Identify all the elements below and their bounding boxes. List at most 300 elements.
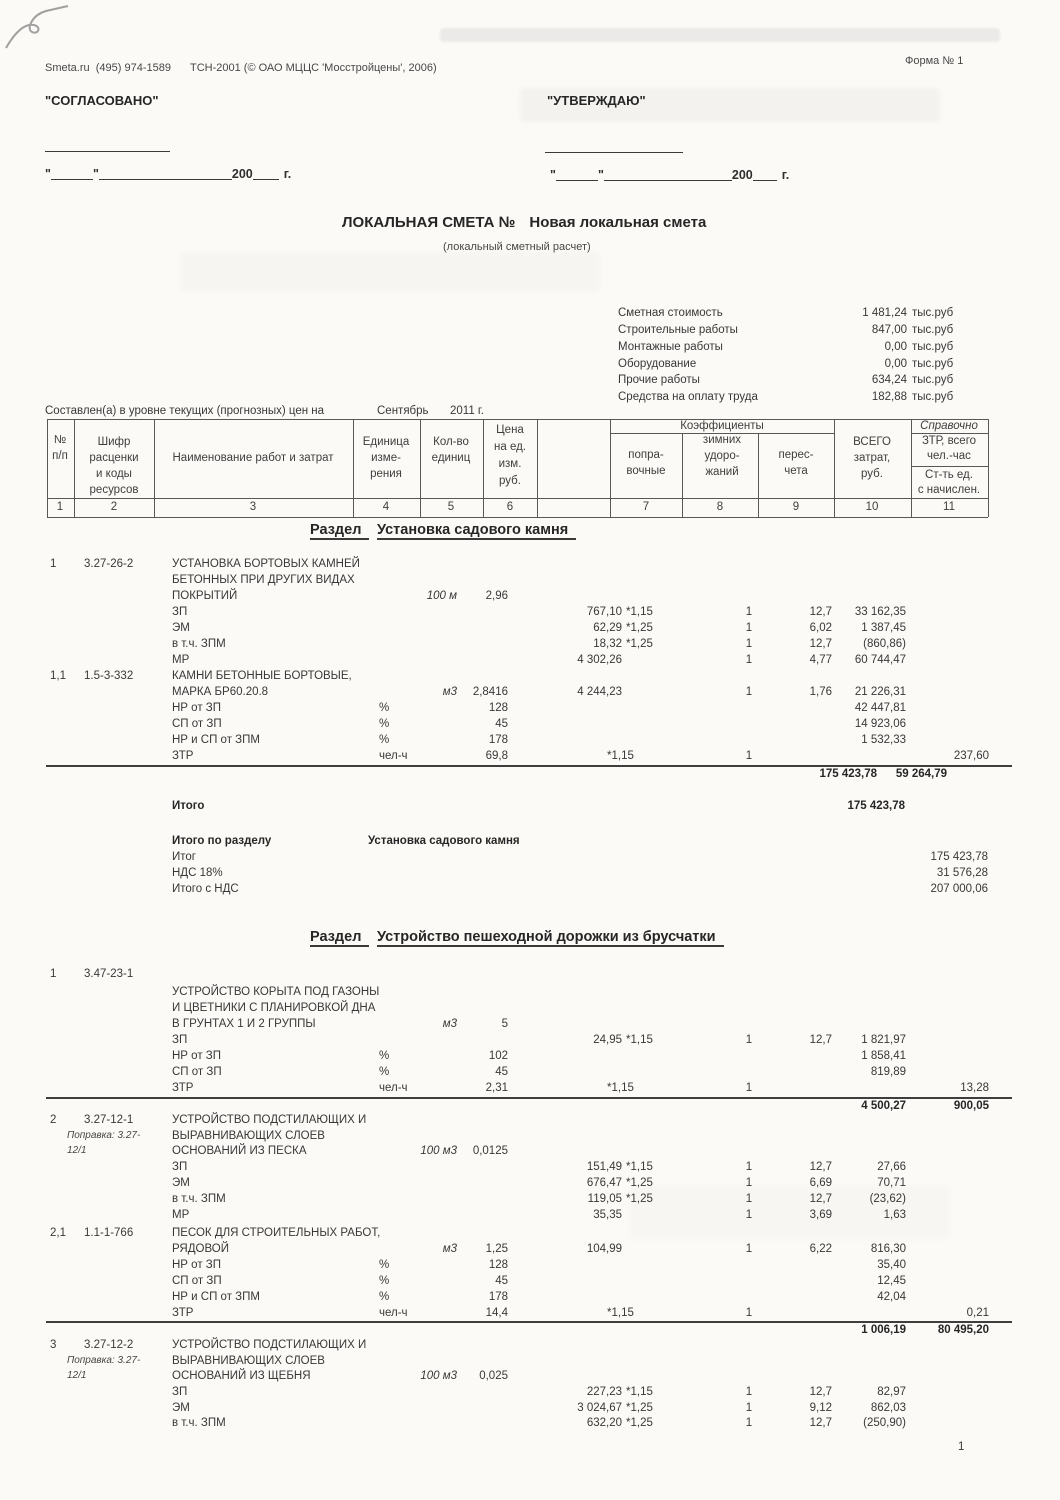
cell-name: ЗТР xyxy=(172,1082,194,1094)
cell-name: ПОКРЫТИЙ xyxy=(172,590,238,602)
cell-qty: 2,96 xyxy=(485,590,508,602)
table-line xyxy=(0,1160,1060,1176)
header-cell-c2: и коды xyxy=(96,468,132,480)
date-blank xyxy=(99,166,232,180)
header-cell-c8: удоро- xyxy=(704,450,740,462)
column-number: 9 xyxy=(792,501,800,513)
cell-name: ВЫРАВНИВАЮЩИХ СЛОЕВ xyxy=(172,1355,325,1367)
column-number: 7 xyxy=(642,501,650,513)
cell-code: 3.27-12-1 xyxy=(84,1114,134,1126)
cell-name: УСТРОЙСТВО КОРЫТА ПОД ГАЗОНЫ xyxy=(172,986,380,998)
table-grid-line xyxy=(353,419,354,517)
cell-unit: % xyxy=(379,1066,390,1078)
cell-k1: 1 xyxy=(745,1161,753,1173)
cell-k1: 1 xyxy=(745,1209,753,1221)
cell-mult: *1,25 xyxy=(626,638,653,650)
cell-k1: 1 xyxy=(745,1417,753,1429)
column-number: 6 xyxy=(506,501,514,513)
cell-k1: 1 xyxy=(745,622,753,634)
quote-mark: " xyxy=(597,168,604,182)
table-line xyxy=(0,1258,1060,1274)
cell-code: 1.5-3-332 xyxy=(84,670,134,682)
cell-total: 1 387,45 xyxy=(861,622,906,634)
cell-k2: 6,02 xyxy=(809,622,832,634)
cell-code: 3.27-12-2 xyxy=(84,1339,134,1351)
year-prefix: 200 xyxy=(231,167,253,181)
cell-ref: 0,21 xyxy=(966,1307,989,1319)
table-line xyxy=(0,1323,1060,1339)
cell-qty: 45 xyxy=(495,718,508,730)
cell-mult: *1,25 xyxy=(626,622,653,634)
cell-mult: *1,25 xyxy=(626,1417,653,1429)
column-number: 1 xyxy=(56,501,64,513)
cell-sec_label: Раздел xyxy=(310,930,369,947)
header-cell-c1: п/п xyxy=(52,450,68,462)
header-cell-c10: руб. xyxy=(861,468,883,480)
year-prefix: 200 xyxy=(731,168,753,182)
summary-value: 847,00 xyxy=(871,324,907,336)
cell-total: (860,86) xyxy=(863,638,906,650)
cell-total: 1 858,41 xyxy=(861,1050,906,1062)
header-cell-c6: изм. xyxy=(498,458,522,470)
cell-qty: 2,31 xyxy=(485,1082,508,1094)
cell-mult: *1,25 xyxy=(626,1177,653,1189)
column-number: 10 xyxy=(865,501,879,513)
date-blank xyxy=(253,166,279,180)
table-line xyxy=(0,1354,1060,1370)
summary-label: Монтажные работы xyxy=(618,341,723,353)
cell-unit: % xyxy=(379,734,390,746)
cell-sec_label: Раздел xyxy=(310,523,369,540)
cell-name: МАРКА БР60.20.8 xyxy=(172,686,269,698)
cell-name: УСТРОЙСТВО ПОДСТИЛАЮЩИХ И xyxy=(172,1339,367,1351)
cell-unit: % xyxy=(379,718,390,730)
cell-k1: 1 xyxy=(745,1082,753,1094)
cell-name: УСТАНОВКА БОРТОВЫХ КАМНЕЙ xyxy=(172,558,360,570)
signature-line-approved xyxy=(545,152,683,153)
cell-code_i: Поправка: 3.27- xyxy=(67,1355,141,1366)
table-line xyxy=(0,866,1060,882)
cell-total_b2: 1 006,19 xyxy=(861,1324,906,1336)
cell-qty: 128 xyxy=(488,1259,508,1271)
cell-name: ОСНОВАНИЙ ИЗ ЩЕБНЯ xyxy=(172,1370,311,1382)
scan-artifact xyxy=(440,28,1000,42)
cell-name: НР от ЗП xyxy=(172,1050,221,1062)
cell-qty: 128 xyxy=(488,702,508,714)
cell-k2: 12,7 xyxy=(809,1193,832,1205)
cell-price: 151,49 xyxy=(586,1161,622,1173)
cell-name: МР xyxy=(172,654,190,666)
cell-qty: 45 xyxy=(495,1066,508,1078)
cell-total: 60 744,47 xyxy=(854,654,906,666)
table-line xyxy=(0,557,1060,573)
quote-mark: " xyxy=(92,167,99,181)
cell-total: 862,03 xyxy=(870,1402,906,1414)
table-line xyxy=(0,1001,1060,1017)
table-line xyxy=(0,1144,1060,1160)
cell-unit: % xyxy=(379,1050,390,1062)
header-cell-c4: изме- xyxy=(371,452,401,464)
cell-price: 4 302,26 xyxy=(577,654,622,666)
cell-k2: 12,7 xyxy=(809,1161,832,1173)
table-line xyxy=(0,669,1060,685)
table-line xyxy=(0,733,1060,749)
table-line xyxy=(0,1369,1060,1385)
summary-label: Средства на оплату труда xyxy=(618,391,758,403)
table-line xyxy=(0,1081,1060,1097)
cell-name: в т.ч. ЗПМ xyxy=(172,1193,226,1205)
cell-total: 1 532,33 xyxy=(861,734,906,746)
quote-mark: " xyxy=(45,167,51,181)
table-grid-line xyxy=(610,433,834,434)
cell-qty: 1,25 xyxy=(485,1243,508,1255)
column-number: 3 xyxy=(249,501,257,513)
cell-code_i: Поправка: 3.27- xyxy=(67,1130,141,1141)
cell-ref: 237,60 xyxy=(953,750,989,762)
header-cell-c10: ВСЕГО xyxy=(853,436,891,448)
approved-heading: "УТВЕРЖДАЮ" xyxy=(547,93,646,108)
table-grid-line xyxy=(47,498,988,499)
table-grid-line xyxy=(47,419,48,517)
cell-k2: 3,69 xyxy=(809,1209,832,1221)
cell-total: 816,30 xyxy=(870,1243,906,1255)
cell-qty: 2,8416 xyxy=(472,686,508,698)
page-number: 1 xyxy=(958,1441,965,1453)
cell-sec_title: Устройство пешеходной дорожки из брусчатки xyxy=(377,930,724,947)
cell-total: 70,71 xyxy=(877,1177,906,1189)
cell-ref_b2: 80 495,20 xyxy=(937,1324,989,1336)
prices-level-text: Составлен(а) в уровне текущих (прогнозных) цен на xyxy=(45,405,325,417)
cell-qty: 14,4 xyxy=(485,1307,508,1319)
totals-rule-line xyxy=(46,1097,1012,1099)
cell-name: УСТРОЙСТВО ПОДСТИЛАЮЩИХ И xyxy=(172,1114,367,1126)
table-grid-line xyxy=(834,419,835,517)
table-line xyxy=(0,967,1060,983)
summary-value: 1 481,24 xyxy=(862,307,907,319)
cell-k1: 1 xyxy=(745,638,753,650)
totals-rule-line xyxy=(46,1321,1012,1323)
cell-name: ЭМ xyxy=(172,622,190,634)
cell-qty: 178 xyxy=(488,1291,508,1303)
cell-total: (250,90) xyxy=(863,1417,906,1429)
table-line xyxy=(0,589,1060,605)
table-grid-line xyxy=(420,419,421,517)
form-label: Форма № 1 xyxy=(905,55,964,67)
cell-unit: % xyxy=(379,702,390,714)
cell-name: СП от ЗП xyxy=(172,1066,222,1078)
summary-unit: тыс.руб xyxy=(912,307,954,319)
vendor-info: Smeta.ru (495) 974-1589 xyxy=(45,62,171,74)
cell-total: 82,97 xyxy=(877,1386,906,1398)
header-cell-c1: № xyxy=(53,434,67,446)
cell-total: 14 923,06 xyxy=(854,718,906,730)
summary-label: Оборудование xyxy=(618,358,697,370)
cell-name: ЗТР xyxy=(172,750,194,762)
prices-level-month: Сентябрь xyxy=(377,405,429,417)
cell-mult: *1,25 xyxy=(626,1193,653,1205)
cell-name: Итог xyxy=(172,851,196,863)
summary-value: 182,88 xyxy=(871,391,907,403)
cell-num: 2,1 xyxy=(50,1227,66,1239)
cell-qty: 0,0125 xyxy=(472,1145,508,1157)
cell-name: Итого с НДС xyxy=(172,883,239,895)
cell-unit_i: 100 м3 xyxy=(420,1370,457,1382)
cell-name: НР от ЗП xyxy=(172,702,221,714)
cell-k1: 1 xyxy=(745,1402,753,1414)
cell-k2: 6,69 xyxy=(809,1177,832,1189)
cell-price: 227,23 xyxy=(586,1386,622,1398)
cell-name: В ГРУНТАХ 1 И 2 ГРУППЫ xyxy=(172,1018,316,1030)
year-suffix: г. xyxy=(781,168,790,182)
table-grid-line xyxy=(911,433,988,434)
cell-k1: 1 xyxy=(745,686,753,698)
table-grid-line xyxy=(47,419,988,420)
cell-name: СП от ЗП xyxy=(172,1275,222,1287)
cell-k1: 1 xyxy=(745,1386,753,1398)
cell-name: ЗТР xyxy=(172,1307,194,1319)
table-line xyxy=(0,799,1060,815)
table-line xyxy=(0,1226,1060,1242)
cell-mult: *1,15 xyxy=(626,606,653,618)
cell-name: МР xyxy=(172,1209,190,1221)
cell-k2: 9,12 xyxy=(809,1402,832,1414)
summary-label: Прочие работы xyxy=(618,374,700,386)
table-line xyxy=(0,930,1060,946)
cell-k2: 12,7 xyxy=(809,638,832,650)
header-cell-c4: рения xyxy=(370,468,402,480)
cell-price: 4 244,23 xyxy=(577,686,622,698)
summary-unit: тыс.руб xyxy=(912,358,954,370)
cell-k1: 1 xyxy=(745,1243,753,1255)
scan-artifact xyxy=(180,252,600,292)
table-line xyxy=(0,1065,1060,1081)
cell-num: 2 xyxy=(50,1114,57,1126)
cell-name: НР от ЗП xyxy=(172,1259,221,1271)
cell-unit: % xyxy=(379,1259,390,1271)
summary-unit: тыс.руб xyxy=(912,374,954,386)
cell-price: 119,05 xyxy=(587,1193,622,1205)
cell-price: 3 024,67 xyxy=(577,1402,622,1414)
totals-rule-line xyxy=(46,765,1012,767)
header-cell-c3: Наименование работ и затрат xyxy=(172,452,334,464)
date-line-approved xyxy=(550,167,789,182)
table-line xyxy=(0,834,1060,850)
cell-total: 42 447,81 xyxy=(854,702,906,714)
cell-total_b1: 175 423,78 xyxy=(819,768,877,780)
cell-qty: 102 xyxy=(488,1050,508,1062)
header-cell-c4: Единица xyxy=(362,436,410,448)
table-grid-line xyxy=(537,419,538,517)
table-line xyxy=(0,1338,1060,1354)
cell-total: 33 162,35 xyxy=(854,606,906,618)
table-grid-line xyxy=(911,466,988,467)
cell-k2: 6,22 xyxy=(809,1243,832,1255)
cell-unit: % xyxy=(379,1275,390,1287)
cell-unit: % xyxy=(379,1291,390,1303)
header-cell-c2: ресурсов xyxy=(89,484,139,496)
cell-name: ЗП xyxy=(172,1161,188,1173)
table-line xyxy=(0,1306,1060,1322)
cell-k1: 1 xyxy=(745,1193,753,1205)
table-line xyxy=(0,985,1060,1001)
standard-info: ТСН-2001 (© ОАО МЦЦС 'Мосстройцены', 2006) xyxy=(190,62,437,74)
cell-unit: чел-ч xyxy=(379,750,408,762)
prices-level-year: 2011 г. xyxy=(450,405,484,417)
cell-sum_val: 31 576,28 xyxy=(936,867,988,879)
cell-code_i: 12/1 xyxy=(67,1145,87,1156)
cell-qty: 5 xyxy=(501,1018,508,1030)
cell-name: ВЫРАВНИВАЮЩИХ СЛОЕВ xyxy=(172,1130,325,1142)
header-cell-c8: жаний xyxy=(705,466,739,478)
header-cell-c5: Кол-во xyxy=(433,436,469,448)
cell-name: КАМНИ БЕТОННЫЕ БОРТОВЫЕ, xyxy=(172,670,352,682)
cell-price: 676,47 xyxy=(586,1177,622,1189)
cell-name: СП от ЗП xyxy=(172,718,222,730)
table-line xyxy=(0,1208,1060,1224)
estimate-name: Новая локальная смета xyxy=(529,214,707,231)
table-line xyxy=(0,1049,1060,1065)
table-line xyxy=(0,621,1060,637)
cell-qty: 0,025 xyxy=(479,1370,508,1382)
header-cell-c6: руб. xyxy=(499,475,521,487)
cell-name_b2: Установка садового камня xyxy=(368,835,520,847)
date-blank xyxy=(753,167,777,181)
cell-k1: 1 xyxy=(745,1307,753,1319)
cell-unit: чел-ч xyxy=(379,1307,408,1319)
date-blank xyxy=(556,167,598,181)
header-cell-c11: чел.-час xyxy=(927,450,971,462)
table-grid-line xyxy=(47,517,988,518)
table-grid-line xyxy=(154,419,155,517)
table-line xyxy=(0,1290,1060,1306)
title-prefix: ЛОКАЛЬНАЯ СМЕТА № xyxy=(342,214,516,231)
cell-qty: 69,8 xyxy=(485,750,508,762)
cell-price: 104,99 xyxy=(586,1243,622,1255)
header-cell-c5: единиц xyxy=(431,452,471,464)
cell-unit_i: м3 xyxy=(442,1018,457,1030)
table-line xyxy=(0,717,1060,733)
cell-total: 1 821,97 xyxy=(861,1034,906,1046)
cell-price: 767,10 xyxy=(586,606,622,618)
cell-k2: 12,7 xyxy=(809,1417,832,1429)
header-cell-c2: расценки xyxy=(89,452,139,464)
column-number: 8 xyxy=(716,501,724,513)
summary-value: 634,24 xyxy=(871,374,907,386)
cell-itogo_val: 175 423,78 xyxy=(847,800,905,812)
cell-name: НДС 18% xyxy=(172,867,223,879)
cell-sum_val: 175 423,78 xyxy=(930,851,988,863)
cell-name: в т.ч. ЗПМ xyxy=(172,638,226,650)
table-grid-line xyxy=(988,419,989,517)
cell-code: 1.1-1-766 xyxy=(84,1227,134,1239)
summary-label: Сметная стоимость xyxy=(618,307,723,319)
cell-price: 24,95 xyxy=(593,1034,622,1046)
table-grid-line xyxy=(758,433,759,517)
header-cell-c2: Шифр xyxy=(97,436,131,448)
header-cell-c9: чета xyxy=(784,465,808,477)
header-group-coefficients: Коэффициенты xyxy=(680,420,764,432)
year-suffix: г. xyxy=(283,167,292,181)
page-subtitle: (локальный сметный расчет) xyxy=(443,241,591,253)
summary-unit: тыс.руб xyxy=(912,391,954,403)
cell-k2: 12,7 xyxy=(809,606,832,618)
cell-name: НР и СП от ЗПМ xyxy=(172,734,260,746)
cell-total: 42,04 xyxy=(877,1291,906,1303)
header-cell-c6: на ед. xyxy=(494,441,526,453)
signature-line-agreed xyxy=(45,151,170,152)
header-cell-c7: попра- xyxy=(628,449,664,461)
header-cell-c10: затрат, xyxy=(853,452,891,464)
date-line-agreed xyxy=(45,166,291,181)
cell-name: И ЦВЕТНИКИ С ПЛАНИРОВКОЙ ДНА xyxy=(172,1002,376,1014)
column-number: 5 xyxy=(447,501,455,513)
table-line xyxy=(0,1017,1060,1033)
table-line xyxy=(0,653,1060,669)
table-line xyxy=(0,1033,1060,1049)
cell-mult: *1,15 xyxy=(626,1161,653,1173)
cell-unit_i: 100 м3 xyxy=(420,1145,457,1157)
cell-name: НР и СП от ЗПМ xyxy=(172,1291,260,1303)
summary-value: 0,00 xyxy=(884,341,907,353)
page-title xyxy=(342,216,706,230)
table-line xyxy=(0,882,1060,898)
table-line xyxy=(0,1113,1060,1129)
cell-name: в т.ч. ЗПМ xyxy=(172,1417,226,1429)
header-cell-c11: Ст-ть ед. xyxy=(925,469,973,481)
cell-unit: чел-ч xyxy=(379,1082,408,1094)
header-cell-c8: зимних xyxy=(702,434,742,446)
cell-code: 3.27-26-2 xyxy=(84,558,134,570)
header-cell-c9: перес- xyxy=(778,449,814,461)
header-cell-c7: вочные xyxy=(626,465,666,477)
column-number: 4 xyxy=(382,501,390,513)
cell-name: ОСНОВАНИЙ ИЗ ПЕСКА xyxy=(172,1145,307,1157)
cell-mult2: *1,15 xyxy=(607,1082,634,1094)
cell-ref_b2: 900,05 xyxy=(953,1100,989,1112)
cell-mult: *1,15 xyxy=(626,1034,653,1046)
header-cell-c6: Цена xyxy=(496,424,524,436)
table-line xyxy=(0,1176,1060,1192)
table-grid-line xyxy=(74,419,75,517)
cell-unit_i: м3 xyxy=(442,686,457,698)
summary-value: 0,00 xyxy=(884,358,907,370)
cell-code: 3.47-23-1 xyxy=(84,968,134,980)
cell-mult2: *1,15 xyxy=(607,1307,634,1319)
cell-k1: 1 xyxy=(745,1177,753,1189)
header-cell-c11: ЗТР, всего xyxy=(921,435,977,447)
table-line xyxy=(0,1274,1060,1290)
cell-num: 1 xyxy=(50,558,57,570)
cell-qty: 178 xyxy=(488,734,508,746)
cell-sec_title: Установка садового камня xyxy=(377,523,576,540)
cell-num: 1,1 xyxy=(50,670,66,682)
table-line xyxy=(0,685,1060,701)
cell-itogo: Итого xyxy=(172,800,205,812)
header-reference-title: Справочно xyxy=(920,420,978,432)
summary-unit: тыс.руб xyxy=(912,341,954,353)
table-line xyxy=(0,1242,1060,1258)
table-grid-line xyxy=(483,419,484,517)
table-line xyxy=(0,1401,1060,1417)
agreed-heading: "СОГЛАСОВАНО" xyxy=(45,93,159,108)
cell-name: ЭМ xyxy=(172,1402,190,1414)
table-line xyxy=(0,1385,1060,1401)
table-line xyxy=(0,1416,1060,1432)
table-grid-line xyxy=(682,433,683,517)
column-number: 2 xyxy=(110,501,118,513)
cell-total: 35,40 xyxy=(877,1259,906,1271)
cell-total: 21 226,31 xyxy=(854,686,906,698)
